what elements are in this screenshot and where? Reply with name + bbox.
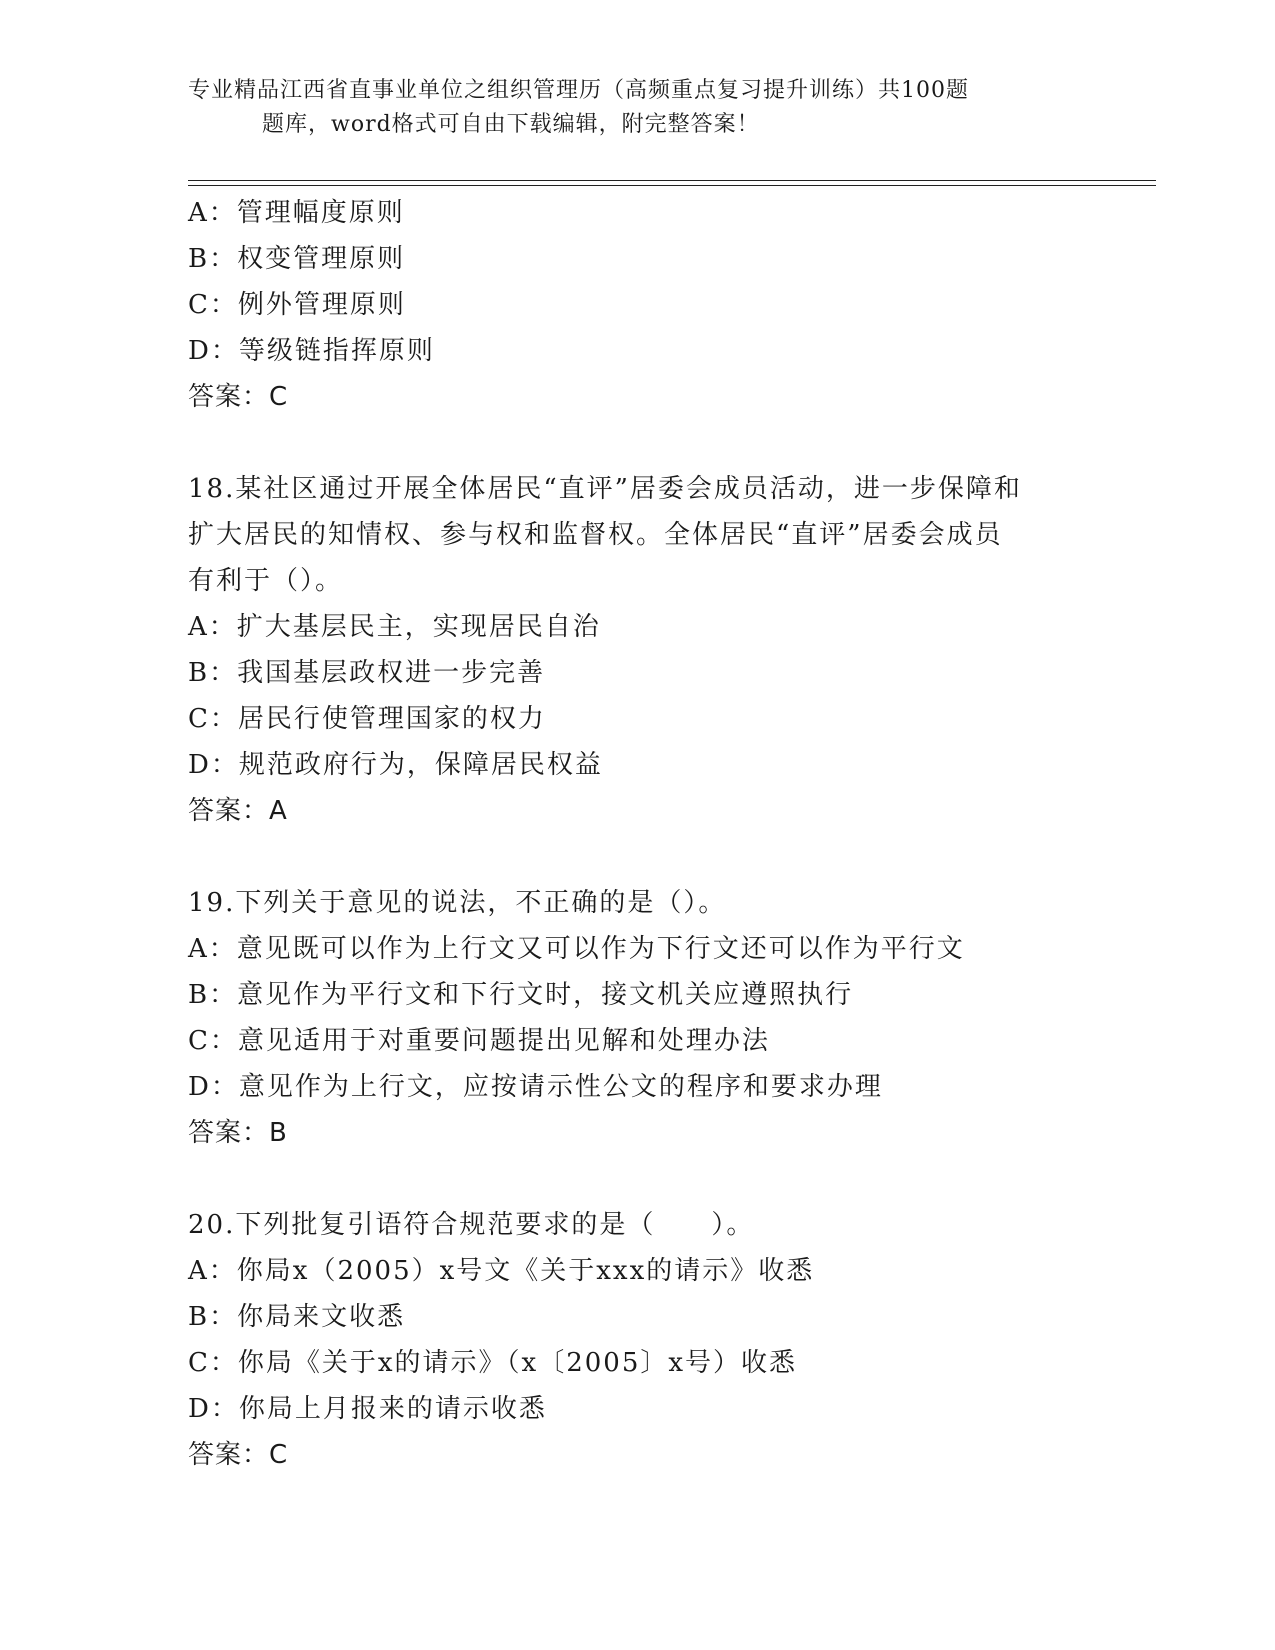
option-a: A：你局x（2005）x号文《关于xxx的请示》收悉 [188,1256,815,1286]
question-18-block [188,466,1088,834]
header-title-line-1: 专业精品江西省直事业单位之组织管理历（高频重点复习提升训练）共100题 [188,78,969,103]
option-d: D：规范政府行为，保障居民权益 [188,750,603,780]
question-19-block [188,880,1088,1156]
document-header [188,74,1068,142]
answer-line: 答案：C [188,1440,289,1470]
option-b: B：我国基层政权进一步完善 [188,658,546,688]
question-text-line: 扩大居民的知情权、参与权和监督权。全体居民“直评”居委会成员 [188,520,1003,550]
question-text-line: 18.某社区通过开展全体居民“直评”居委会成员活动，进一步保障和 [188,474,1022,504]
answer-line: 答案：C [188,382,289,412]
option-d: D：你局上月报来的请示收悉 [188,1394,547,1424]
option-c: C：你局《关于x的请示》（x〔2005〕x号）收悉 [188,1348,798,1378]
spacer [188,420,1088,466]
option-c: C：意见适用于对重要问题提出见解和处理办法 [188,1026,770,1056]
question-text-line: 20.下列批复引语符合规范要求的是（ ）。 [188,1210,755,1240]
question-20-block [188,1202,1088,1478]
spacer [188,834,1088,880]
question-text-line: 有利于（）。 [188,566,344,596]
question-text-line: 19.下列关于意见的说法，不正确的是（）。 [188,888,727,918]
option-b: B：意见作为平行文和下行文时，接文机关应遵照执行 [188,980,854,1010]
option-c: C：例外管理原则 [188,290,406,320]
option-b: B：权变管理原则 [188,244,406,274]
question-list [188,190,1088,1478]
option-d: D：意见作为上行文，应按请示性公文的程序和要求办理 [188,1072,883,1102]
answer-line: 答案：A [188,796,288,826]
question-17-block [188,190,1088,420]
option-a: A：管理幅度原则 [188,198,405,228]
header-divider-bottom [188,185,1156,186]
answer-line: 答案：B [188,1118,288,1148]
spacer [188,1156,1088,1202]
option-a: A：扩大基层民主，实现居民自治 [188,612,601,642]
header-divider-top [188,180,1156,181]
header-title-line-2: 题库，word格式可自由下载编辑，附完整答案！ [262,112,760,137]
option-b: B：你局来文收悉 [188,1302,406,1332]
option-c: C：居民行使管理国家的权力 [188,704,546,734]
option-d: D：等级链指挥原则 [188,336,435,366]
option-a: A：意见既可以作为上行文又可以作为下行文还可以作为平行文 [188,934,965,964]
